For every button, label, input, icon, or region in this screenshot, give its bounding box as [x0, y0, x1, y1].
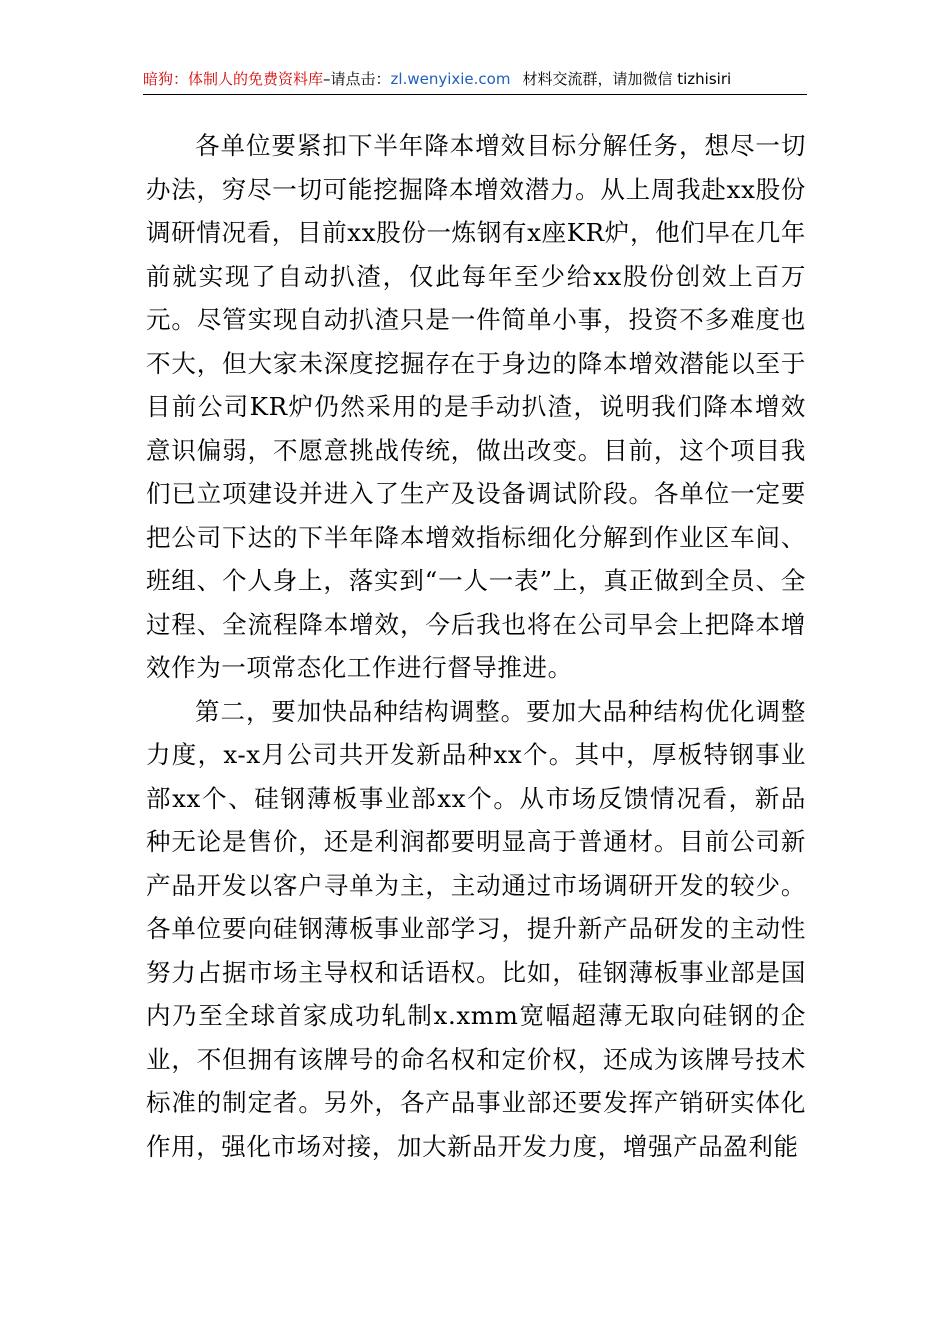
- header-group-note: 材料交流群，请加微信 tizhisiri: [522, 70, 732, 88]
- document-body: [146, 124, 806, 1168]
- header-divider: [143, 94, 807, 95]
- header-brand: 暗狗：体制人的免费资料库: [143, 70, 324, 88]
- page-header: [143, 66, 807, 92]
- header-link[interactable]: zl.wenyixie.com: [390, 70, 511, 88]
- paragraph: 各单位要紧扣下半年降本增效目标分解任务，想尽一切办法，穷尽一切可能挖掘降本增效潜力。从上周我赴xx股份调研情况看，目前xx股份一炼钢有x座KR炉，他们早在几年前就实现了自动扒渣，仅此每年至少给xx股份创效上百万元。尽管实现自动扒渣只是一件简单小事，投资不多难度也不大，但大家未深度挖掘存在于身边的降本增效潜能以至于目前公司KR炉仍然采用的是手动扒渣，说明我们降本增效意识偏弱，不愿意挑战传统，做出改变。目前，这个项目我们已立项建设并进入了生产及设备调试阶段。各单位一定要把公司下达的下半年降本增效指标细化分解到作业区车间、班组、个人身上，落实到“一人一表”上，真正做到全员、全过程、全流程降本增效，今后我也将在公司早会上把降本增效作为一项常态化工作进行督导推进。: [146, 131, 806, 682]
- header-prompt: –请点击：: [323, 70, 391, 88]
- paragraph: 第二，要加快品种结构调整。要加大品种结构优化调整力度，x-x月公司共开发新品种xx个。其中，厚板特钢事业部xx个、硅钢薄板事业部xx个。从市场反馈情况看，新品种无论是售价，还是利润都要明显高于普通材。目前公司新产品开发以客户寻单为主，主动通过市场调研开发的较少。各单位要向硅钢薄板事业部学习，提升新产品研发的主动性努力占据市场主导权和话语权。比如，硅钢薄板事业部是国内乃至全球首家成功轧制x.xmm宽幅超薄无取向硅钢的企业，不但拥有该牌号的命名权和定价权，还成为该牌号技术标准的制定者。另外，各产品事业部还要发挥产销研实体化作用，强化市场对接，加大新品开发力度，增强产品盈利能: [146, 696, 806, 1161]
